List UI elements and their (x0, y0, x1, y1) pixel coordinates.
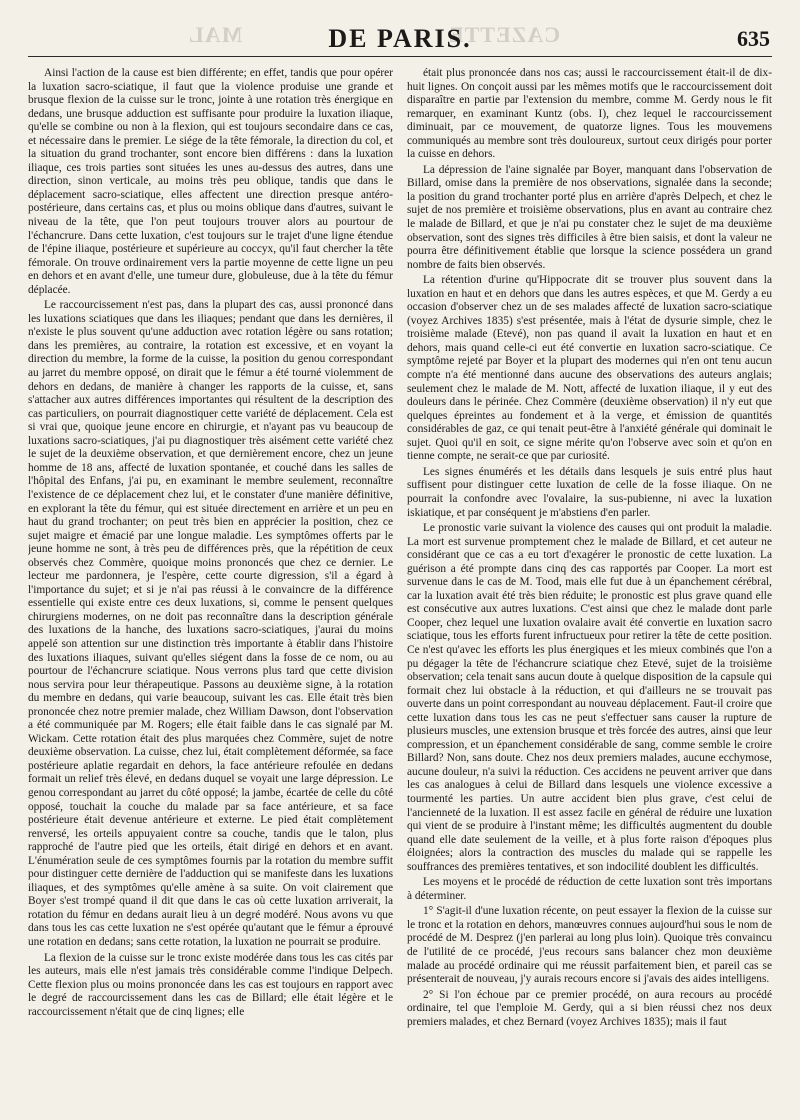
paragraph: 2° Si l'on échoue par ce premier procédé, on aura recours au procédé ordinaire, tel que l'emploie M. Gerdy, qui a si bien réussi chez nos deux premiers malades, et chez Bernard (voyez Archives 1835); mais il faut (407, 988, 772, 1028)
text-columns (18, 57, 782, 1117)
page-number: 635 (737, 26, 770, 51)
paragraph: La rétention d'urine qu'Hippocrate dit se trouver plus souvent dans la luxation en haut et en dehors que dans les autres espèces, et que M. Gerdy a eu occasion d'observer chez un de ses malades affecté de luxation sacro-sciatique (voyez Archives 1835) s'est présentée, mais à l'état de dysurie simple, chez le troisième malade (Etevé), non pas quand il avait la luxation en haut et en dehors, mais quand celle-ci eut été convertie en luxation sacro-sciatique. Ce symptôme rejeté par Boyer et la plupart des modernes qui n'en ont tenu aucun compte n'a été mentionné dans aucune des observations des auteurs anglais; seulement chez le malade de M. Nott, affecté de luxation iliaque, il y eut des douleurs dans le périnée. Chez Commère (deuxième observation) il n'y eut que quelques épreintes au fondement et à la verge, et émission de quantités considérables de gaz, ce qui tenait peut-être à l'anxiété générale qui dominait le sujet. Quoi qu'il en soit, ce signe mérite qu'on l'observe avec soin et qu'on en tienne compte, ne serait-ce que par curiosité. (407, 274, 772, 463)
paragraph: Le pronostic varie suivant la violence des causes qui ont produit la maladie. La mort est survenue promptement chez le malade de Billard, et cet auteur ne considérant que ce cas a eu tort d'exagérer le pronostic de cette luxation. La guérison a été prompte dans cinq des cas rapportés par Cooper. La mort est survenue dans le cas de M. Tood, mais elle fut due à un épanchement cérébral, car la luxation avait été très bien réduite; le pronostic est plus grave quand elle est consécutive aux autres luxations. C'est ainsi que chez le malade dont parle Cooper, chez lequel une luxation ovalaire avait été convertie en luxation sacro sciatique, tous les efforts furent infructueux pour retirer la tête de cette position. Ce n'est qu'avec les efforts les plus énergiques et les mieux combinés que l'on a pu dégager la tête de l'échancrure sciatique chez Etevé, sujet de la troisième observation; cela tenait sans aucun doute à quelque disposition de la capsule qui formait chez lui obstacle à la réduction, et qui d'ailleurs ne se trouvait pas ouverte dans un point correspondant au nouveau déplacement. Faut-il croire que cette luxation dans tous les cas ne peut s'effectuer sans causer la rupture de plusieurs muscles, une extension brusque et très forcée des autres, ainsi que leur compression, et un épanchement considérable de sang, comme semble le croire Billard? Non, sans doute. Chez nos deux premiers malades, aucune ecchymose, aucune douleur, n'a suivi la réduction. Ces accidens ne peuvent arriver que dans les cas analogues à celui de Billard dans lesquels une violence excessive a tourmenté les parties. Un autre accident bien plus grave, c'est celui de l'ancienneté de la luxation. Il est assez facile en général de réduire une luxation qui vient de se produire à l'instant même; les difficultés augmentent du double quand elle date seulement de la veille, et à plus forte raison d'époques plus éloignées; alors la contraction des muscles du malade qui se rappelle les souffrances des premières tentatives, et son indocilité doublent les difficultés. (407, 522, 772, 873)
paragraph: La flexion de la cuisse sur le tronc existe modérée dans tous les cas cités par les auteurs, mais elle n'est jamais très considérable comme l'indique Delpech. Cette flexion plus ou moins prononcée dans les cas est toujours en rapport avec le degré de raccourcissement dans les cas de Billard; elle était légère et le raccourcissement n'était que de cinq lignes; elle (28, 951, 393, 1018)
paragraph: Les moyens et le procédé de réduction de cette luxation sont très importans à déterminer. (407, 876, 772, 902)
show-through-text: CAZETTE (448, 22, 561, 47)
paragraph: Ainsi l'action de la cause est bien différente; en effet, tandis que pour opérer la luxation sacro-sciatique, il faut que la violence produise une grande et brusque flexion de la cuisse sur le tronc, jointe à une rotation très énergique en dedans, une brusque adduction est suffisante pour produire la luxation iliaque, qu'elle se combine ou non à la flexion, qui est toujours secondaire dans ce cas, et nécessaire dans le premier. Le siége de la tête fémorale, la direction du col, et la situation du grand trochanter, sont encore bien différens : dans la luxation iliaque, ces trois parties sont situées les unes au-dessus des autres, dans une direction, sinon verticale, au moins très peu oblique, tandis que dans le déplacement sacro-sciatique, elles affectent une direction presque antéro-postérieure, dans certains cas, et plus ou moins oblique dans d'autres, suivant le niveau de la tête, que l'on peut toujours trouver alors au pourtour de l'échancrure. Dans cette luxation, c'est toujours sur le trajet d'une ligne étendue de l'épine iliaque, postérieure et supérieure au coccyx, qu'il faut chercher la tête fémorale. On trouve ordinairement vers la partie moyenne de cette ligne un peu en dehors et en avant d'elle, une tumeur dure, globuleuse, due à la tête du fémur déplacée. (28, 67, 393, 296)
paragraph: Le raccourcissement n'est pas, dans la plupart des cas, aussi prononcé dans les luxations sciatiques que dans les iliaques; pendant que dans les dernières, il n'existe le plus souvent qu'une adduction avec rotation légère ou sans rotation; dans les premières, au contraire, la rotation est excessive, et en voyant la direction du membre, la forme de la cuisse, la position du genou correspondant au jarret du membre opposé, on dirait que le fémur a été tourné violemment de dehors en dedans, de manière à changer les rapports de la cuisse, et, sans s'attacher aux autres différences importantes qui résultent de la description des cas particuliers, on pourrait diagnostiquer cette variété de déplacement. Cela est si vrai que, quoique jeune encore en chirurgie, et n'ayant pas vu beaucoup de luxations sacro-sciatiques, j'ai pu diagnostiquer très aisément cette variété chez le sujet de la deuxième observation, et que dernièrement encore, chez un jeune homme de 18 ans, affecté de luxation spontanée, et couché dans les salles de l'hôpital des Enfans, j'ai pu, en examinant le membre seulement, reconnaître l'existence de ce déplacement chez lui, et le constater d'une manière définitive, en explorant la tête du fémur, qui est située directement en arrière et un peu en haut du grand trochanter; on peut très bien en apprécier la position, chez ce sujet maigre et émacié par une longue maladie. Les symptômes offerts par le jeune homme ne sont, à très peu de différences près, que la répétition de ceux observés chez Commère, quoique moins prononcés que chez ce dernier. Le lecteur me pardonnera, je l'espère, cette courte digression, s'il a égard à l'importance du sujet; et si je n'ai pas réussi à le convaincre de la différence essentielle qui existe entre ces deux luxations, si, comme le pensent quelques chirurgiens modernes, on ne doit pas reconnaître dans la description générale des luxations de la hanche, des luxations sacro-sciatiques, j'aurai du moins appelé son attention sur une distinction très importante à établir dans l'histoire des luxations iliaques, suivant qu'elles siégent dans la fosse de ce nom, ou au pourtour de l'échancrure sciatique. Nous verrons plus tard que cette division nous servira pour leur thérapeutique. Passons au deuxième signe, à la rotation du membre en dedans, qui varie beaucoup, suivant les cas. Elle était très bien prononcée chez notre premier malade, chez William Dawson, dont l'observation a été communiquée par M. Rogers; elle était faible dans le cas signalé par M. Wickam. Cette rotation était des plus marquées chez Commère, sujet de notre deuxième observation. La cuisse, chez lui, était complètement déformée, sa face postérieure aplatie regardait en dehors, la face antérieure refoulée en dedans formait un relief très élevé, en dedans duquel se voyait une large dépression. Le genou correspondant au jarret du côté opposé; la jambe, écartée de celle du côté opposé, touchait la couche du malade par sa face antérieure, et sa face postérieure était devenue antérieure et externe. Le pied était complètement renversé, les orteils appuyaient contre sa couche, tandis que le talon, plus rapproché de l'autre pied que les orteils, était dirigé en dehors et en avant. L'énumération seule de ces symptômes fournis par la rotation du membre suffit pour distinguer cette dernière de l'adduction qui se manifeste dans les luxations iliaques, et des symptômes qu'elle amène à sa suite. On voit clairement que Boyer s'est trompé quand il dit que dans le cas où cette luxation arriverait, la rotation du fémur en dedans aurait lieu à un degré modéré. Nous avons vu que dans tous les cas cette luxation ne s'est opérée qu'autant que le fémur a éprouvé une rotation en dedans; sans cette rotation, la luxation ne pourrait se produire. (28, 299, 393, 948)
show-through-text: MAL (188, 22, 243, 47)
paragraph: 1° S'agit-il d'une luxation récente, on peut essayer la flexion de la cuisse sur le tronc et la rotation en dehors, manœuvres connues aujourd'hui sous le nom de procédé de M. Desprez (j'en parlerai au long plus loin). Quoique très convaincu de l'utilité de ce procédé, j'eus recours sans balancer chez mon deuxième malade au procédé ordinaire qui me réussit parfaitement bien, et pareil cas se présenterait de nouveau, j'y aurais recours encore si j'avais des aides intelligens. (407, 905, 772, 986)
page-header (28, 0, 772, 57)
paragraph: était plus prononcée dans nos cas; aussi le raccourcissement était-il de dix-huit lignes. On conçoit aussi par les mêmes motifs que le raccourcissement doit disparaître en partie par l'extension du membre, comme M. Gerdy nous le fit remarquer, en examinant Kuntz (obs. I), chez lequel le raccourcissement diminuait, par ce mouvement, de quatorze lignes. Tous les mouvemens communiqués au membre sont très douloureux, surtout ceux dirigés pour porter la cuisse en dehors. (407, 67, 772, 161)
paragraph: La dépression de l'aine signalée par Boyer, manquant dans l'observation de Billard, omise dans la première de nos observations, signalée dans la seconde; la position du grand trochanter porté plus en arrière d'après Delpech, et chez le sujet de nos première et troisième observations, plus en avant au contraire chez le malade de Billard, et que je n'ai pu constater chez le sujet de ma deuxième observation, sont des signes très difficiles à être bien saisis, et dont la valeur ne pourra être définitivement établie que lorsque la science possédera un grand nombre de faits bien observés. (407, 163, 772, 271)
left-column (28, 67, 393, 1117)
right-column (407, 67, 772, 1117)
paragraph: Les signes énumérés et les détails dans lesquels je suis entré plus haut suffisent pour distinguer cette luxation de celle de la fosse iliaque. On ne pourrait la confondre avec l'ovalaire, la sus-pubienne, ni avec la luxation iskiatique, et par conséquent je m'abstiens d'en parler. (407, 465, 772, 519)
page-title: DE PARIS. (328, 24, 472, 53)
